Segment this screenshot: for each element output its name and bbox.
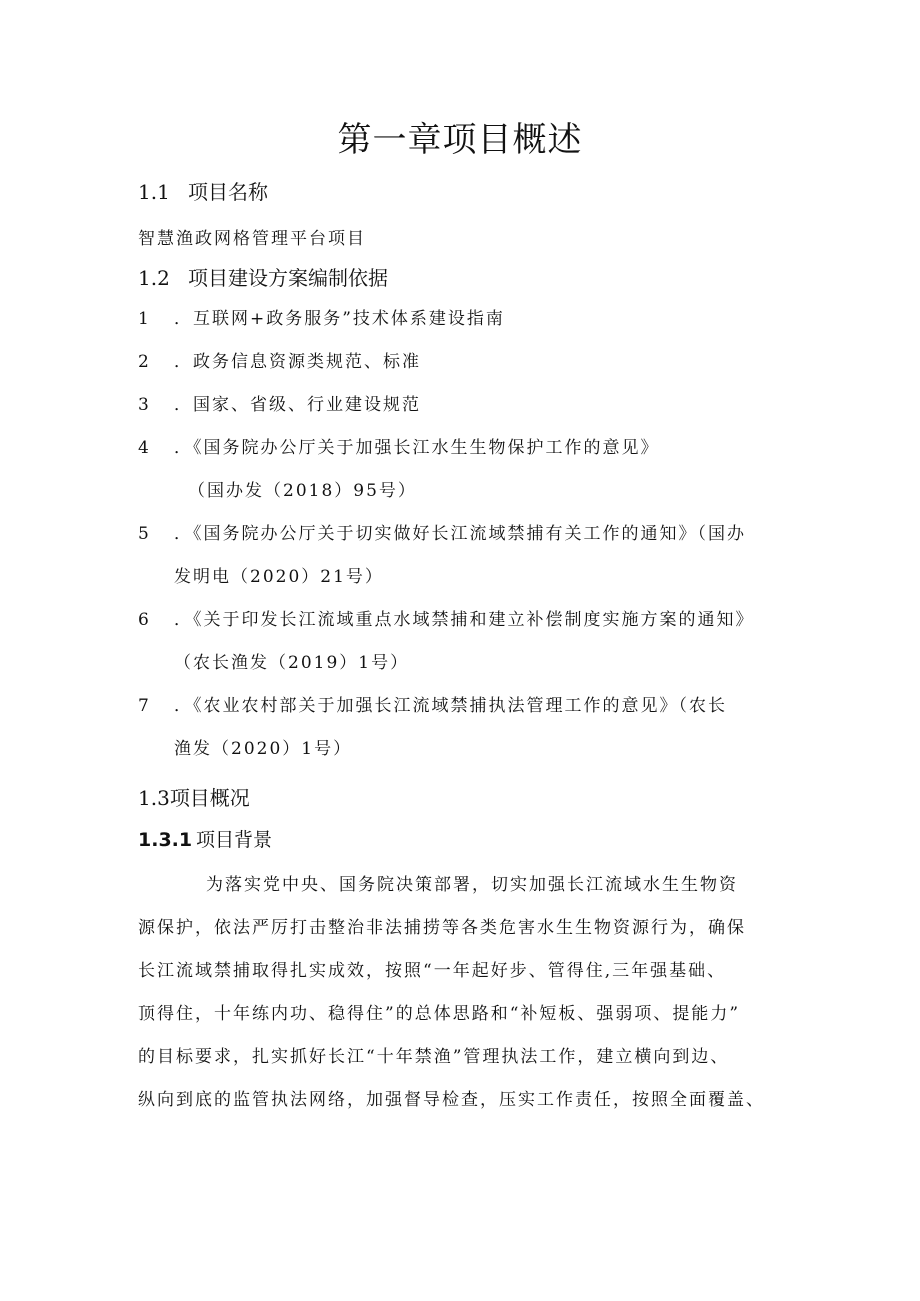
basis-item-2 (138, 347, 798, 390)
section-number: 1.3 (138, 786, 170, 810)
item-text: ．国家、省级、行业建设规范 (174, 395, 421, 415)
section-heading-1-3-1 (138, 825, 272, 852)
section-heading-1-1 (138, 176, 268, 205)
paragraph-line: 源保护，依法严厉打击整治非法捕捞等各类危害水生生物资源行为，确保 (138, 918, 746, 938)
item-text-continued: （农长渔发（2019）1号） (174, 653, 410, 673)
item-number: 6 (138, 610, 151, 630)
section-number: 1.3.1 (138, 829, 193, 851)
section-title: 项目概况 (169, 786, 250, 810)
section-title: 项目名称 (188, 180, 268, 204)
basis-item-5 (138, 519, 798, 605)
background-paragraph (138, 868, 778, 1126)
item-number: 3 (138, 395, 151, 415)
item-number: 1 (138, 309, 151, 329)
item-number: 4 (138, 438, 151, 458)
basis-item-3 (138, 390, 798, 433)
item-text: ．政务信息资源类规范、标准 (174, 352, 421, 372)
item-text: ．《国务院办公厅关于切实做好长江流域禁捕有关工作的通知》（国办 (174, 524, 746, 544)
chapter-title: 第一章项目概述 (337, 120, 583, 160)
section-title: 项目背景 (196, 829, 273, 851)
project-name-text: 智慧渔政网格管理平台项目 (138, 229, 366, 249)
basis-item-7 (138, 691, 798, 777)
item-text: ．《关于印发长江流域重点水域禁捕和建立补偿制度实施方案的通知》 (174, 610, 755, 630)
section-number: 1.2 (138, 266, 170, 290)
basis-item-1 (138, 304, 798, 347)
item-number: 7 (138, 696, 151, 716)
item-number: 2 (138, 352, 151, 372)
paragraph-line: 长江流域禁捕取得扎实成效，按照“一年起好步、管得住,三年强基础、 (138, 961, 727, 981)
item-text: ．《农业农村部关于加强长江流域禁捕执法管理工作的意见》（农长 (174, 696, 727, 716)
section-heading-1-2 (138, 262, 388, 291)
basis-item-6 (138, 605, 798, 691)
item-text-continued: 发明电（2020）21号） (174, 567, 384, 587)
item-text: ．《国务院办公厅关于加强长江水生生物保护工作的意见》 (174, 438, 660, 458)
paragraph-line: 顶得住，十年练内功、稳得住”的总体思路和“补短板、强弱项、提能力” (138, 1004, 741, 1024)
item-number: 5 (138, 524, 151, 544)
basis-item-4 (138, 433, 798, 519)
paragraph-line: 的目标要求，扎实抓好长江“十年禁渔”管理执法工作，建立横向到边、 (138, 1047, 730, 1067)
paragraph-line: 为落实党中央、国务院决策部署，切实加强长江流域水生生物资 (206, 875, 738, 895)
item-text-continued: 渔发（2020）1号） (174, 739, 353, 759)
section-number: 1.1 (138, 180, 170, 204)
section-title: 项目建设方案编制依据 (188, 266, 388, 290)
section-heading-1-3 (138, 782, 250, 811)
item-text-continued: （国办发（2018）95号） (188, 481, 417, 501)
item-text: ．互联网+政务服务”技术体系建设指南 (174, 309, 505, 329)
paragraph-line: 纵向到底的监管执法网络，加强督导检查，压实工作责任，按照全面覆盖、 (138, 1090, 765, 1110)
